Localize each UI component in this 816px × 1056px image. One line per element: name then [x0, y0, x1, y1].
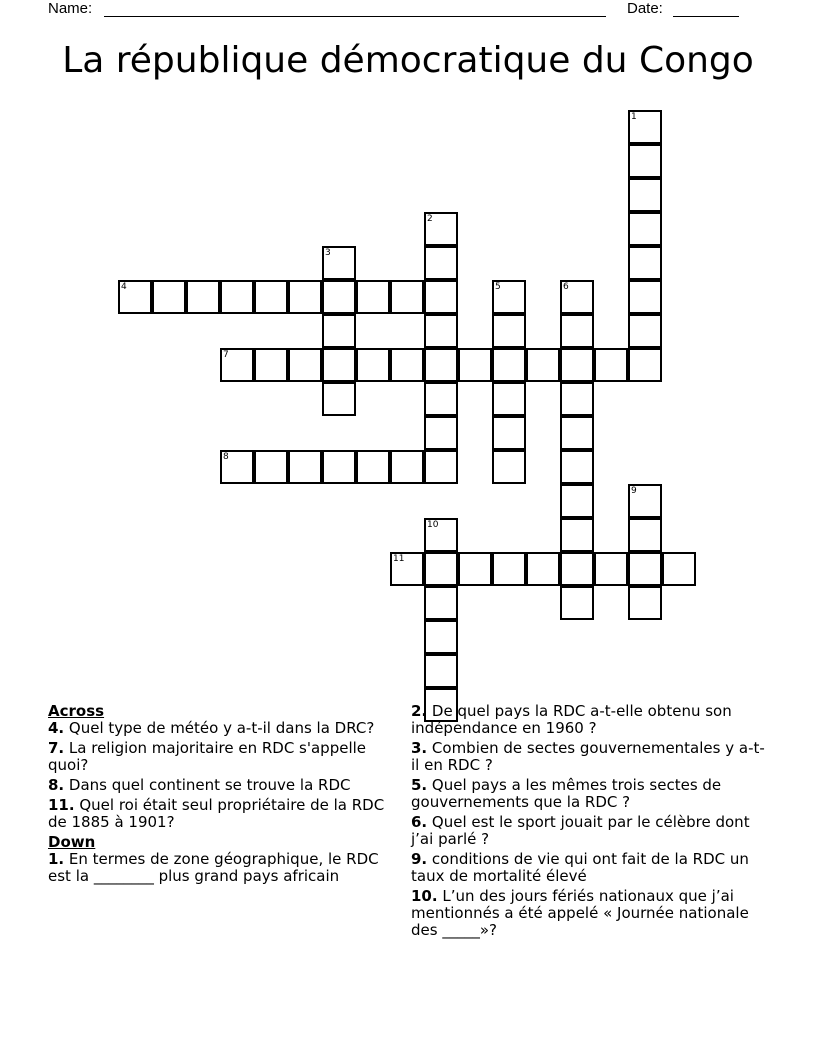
- crossword-cell[interactable]: [594, 552, 628, 586]
- crossword-cell[interactable]: [322, 314, 356, 348]
- crossword-cell[interactable]: [186, 280, 220, 314]
- clue-down-10: [411, 888, 771, 939]
- crossword-cell-9[interactable]: [628, 484, 662, 518]
- crossword-cell[interactable]: [492, 382, 526, 416]
- clue-text: Quel roi était seul propriétaire de la RDC de 1885 à 1901?: [48, 796, 385, 831]
- clue-text: Quel pays a les mêmes trois sectes de gouvernements que la RDC ?: [411, 776, 722, 811]
- crossword-cell[interactable]: [390, 280, 424, 314]
- crossword-cell[interactable]: [662, 552, 696, 586]
- crossword-cell[interactable]: [628, 178, 662, 212]
- crossword-cell-8[interactable]: [220, 450, 254, 484]
- crossword-cell-10[interactable]: [424, 518, 458, 552]
- crossword-cell[interactable]: [560, 450, 594, 484]
- crossword-cell[interactable]: [322, 382, 356, 416]
- clue-number: 1.: [48, 850, 65, 868]
- crossword-cell-2[interactable]: [424, 212, 458, 246]
- clue-across-11: [48, 797, 393, 831]
- clue-number-label: 1: [631, 112, 637, 122]
- crossword-cell[interactable]: [628, 314, 662, 348]
- crossword-cell[interactable]: [560, 314, 594, 348]
- crossword-cell[interactable]: [628, 280, 662, 314]
- crossword-cell[interactable]: [220, 280, 254, 314]
- clue-across-7: [48, 740, 393, 774]
- crossword-cell[interactable]: [356, 450, 390, 484]
- crossword-cell[interactable]: [560, 586, 594, 620]
- crossword-cell-3[interactable]: [322, 246, 356, 280]
- crossword-cell[interactable]: [492, 348, 526, 382]
- crossword-cell[interactable]: [628, 348, 662, 382]
- crossword-cell[interactable]: [390, 450, 424, 484]
- crossword-cell[interactable]: [458, 552, 492, 586]
- clue-number-label: 2: [427, 214, 433, 224]
- crossword-cell[interactable]: [322, 348, 356, 382]
- crossword-cell[interactable]: [322, 450, 356, 484]
- name-label: Name:: [48, 0, 93, 17]
- crossword-cell[interactable]: [424, 654, 458, 688]
- crossword-cell[interactable]: [424, 246, 458, 280]
- crossword-cell-11[interactable]: [390, 552, 424, 586]
- crossword-cell-7[interactable]: [220, 348, 254, 382]
- crossword-cell[interactable]: [424, 586, 458, 620]
- down-heading: Down: [48, 833, 96, 851]
- name-line[interactable]: [104, 1, 606, 17]
- clue-down-1: [48, 851, 393, 885]
- crossword-cell[interactable]: [628, 586, 662, 620]
- crossword-cell[interactable]: [526, 552, 560, 586]
- crossword-cell[interactable]: [560, 484, 594, 518]
- crossword-cell[interactable]: [424, 450, 458, 484]
- clue-number: 7.: [48, 739, 65, 757]
- clue-number: 2.: [411, 702, 428, 720]
- clues-right-column: [411, 703, 771, 942]
- clue-number-label: 3: [325, 248, 331, 258]
- crossword-cell[interactable]: [628, 552, 662, 586]
- clue-number: 8.: [48, 776, 65, 794]
- date-label: Date:: [627, 0, 663, 17]
- crossword-cell[interactable]: [628, 246, 662, 280]
- clue-text: La religion majoritaire en RDC s'appelle quoi?: [48, 739, 367, 774]
- clue-text: L’un des jours fériés nationaux que j’ai mentionnés a été appelé « Journée nationale des _____»?: [411, 887, 749, 939]
- clue-down-6: [411, 814, 771, 848]
- crossword-cell[interactable]: [458, 348, 492, 382]
- clue-text: Combien de sectes gouvernementales y a-t-il en RDC ?: [411, 739, 765, 774]
- across-heading: Across: [48, 702, 105, 720]
- crossword-cell[interactable]: [492, 314, 526, 348]
- crossword-cell[interactable]: [356, 348, 390, 382]
- clue-number-label: 9: [631, 486, 637, 496]
- crossword-cell[interactable]: [288, 280, 322, 314]
- crossword-cell[interactable]: [424, 314, 458, 348]
- clue-number-label: 11: [393, 554, 405, 564]
- clue-number: 6.: [411, 813, 428, 831]
- crossword-cell[interactable]: [492, 450, 526, 484]
- clue-across-8: [48, 777, 393, 794]
- crossword-cell[interactable]: [424, 620, 458, 654]
- crossword-cell[interactable]: [526, 348, 560, 382]
- clue-text: conditions de vie qui ont fait de la RDC un taux de mortalité élevé: [411, 850, 749, 885]
- clue-text: Quel type de météo y a-t-il dans la DRC?: [68, 719, 375, 737]
- clue-down-3: [411, 740, 771, 774]
- crossword-cell[interactable]: [560, 416, 594, 450]
- crossword-cell[interactable]: [492, 416, 526, 450]
- clue-number: 4.: [48, 719, 65, 737]
- crossword-cell-1[interactable]: [628, 110, 662, 144]
- crossword-cell[interactable]: [424, 280, 458, 314]
- crossword-cell-5[interactable]: [492, 280, 526, 314]
- clue-number-label: 6: [563, 282, 569, 292]
- crossword-cell[interactable]: [322, 280, 356, 314]
- crossword-cell[interactable]: [560, 518, 594, 552]
- crossword-cell[interactable]: [560, 348, 594, 382]
- clue-text: Dans quel continent se trouve la RDC: [68, 776, 351, 794]
- clue-number-label: 8: [223, 452, 229, 462]
- crossword-cell[interactable]: [560, 382, 594, 416]
- crossword-cell[interactable]: [424, 416, 458, 450]
- clue-number: 5.: [411, 776, 428, 794]
- crossword-cell[interactable]: [628, 212, 662, 246]
- clue-number: 10.: [411, 887, 438, 905]
- crossword-cell[interactable]: [390, 348, 424, 382]
- clue-across-4: [48, 720, 393, 737]
- crossword-cell[interactable]: [594, 348, 628, 382]
- clue-number: 11.: [48, 796, 75, 814]
- crossword-cell[interactable]: [492, 552, 526, 586]
- date-line[interactable]: [673, 1, 739, 17]
- clue-number: 9.: [411, 850, 428, 868]
- clue-down-5: [411, 777, 771, 811]
- clue-down-2: [411, 703, 771, 737]
- crossword-cell[interactable]: [560, 552, 594, 586]
- crossword-cell[interactable]: [424, 382, 458, 416]
- crossword-cell[interactable]: [628, 518, 662, 552]
- clue-number-label: 7: [223, 350, 229, 360]
- clue-number-label: 4: [121, 282, 127, 292]
- clue-text: En termes de zone géographique, le RDC est la ________ plus grand pays africain: [48, 850, 379, 885]
- clue-number: 3.: [411, 739, 428, 757]
- crossword-cell[interactable]: [288, 348, 322, 382]
- page-title: La république démocratique du Congo: [62, 40, 754, 81]
- crossword-cell[interactable]: [254, 450, 288, 484]
- crossword-cell[interactable]: [628, 144, 662, 178]
- crossword-cell-6[interactable]: [560, 280, 594, 314]
- crossword-cell[interactable]: [254, 280, 288, 314]
- clue-number-label: 5: [495, 282, 501, 292]
- clue-number-label: 10: [427, 520, 439, 530]
- crossword-cell[interactable]: [288, 450, 322, 484]
- clues-left-column: [48, 703, 393, 888]
- worksheet-header: [0, 0, 816, 22]
- crossword-cell[interactable]: [152, 280, 186, 314]
- crossword-cell[interactable]: [424, 552, 458, 586]
- clue-text: Quel est le sport jouait par le célèbre dont j’ai parlé ?: [411, 813, 750, 848]
- clue-text: De quel pays la RDC a-t-elle obtenu son indépendance en 1960 ?: [411, 702, 732, 737]
- clue-down-9: [411, 851, 771, 885]
- crossword-cell[interactable]: [424, 348, 458, 382]
- crossword-cell[interactable]: [254, 348, 288, 382]
- crossword-cell[interactable]: [356, 280, 390, 314]
- crossword-cell-4[interactable]: [118, 280, 152, 314]
